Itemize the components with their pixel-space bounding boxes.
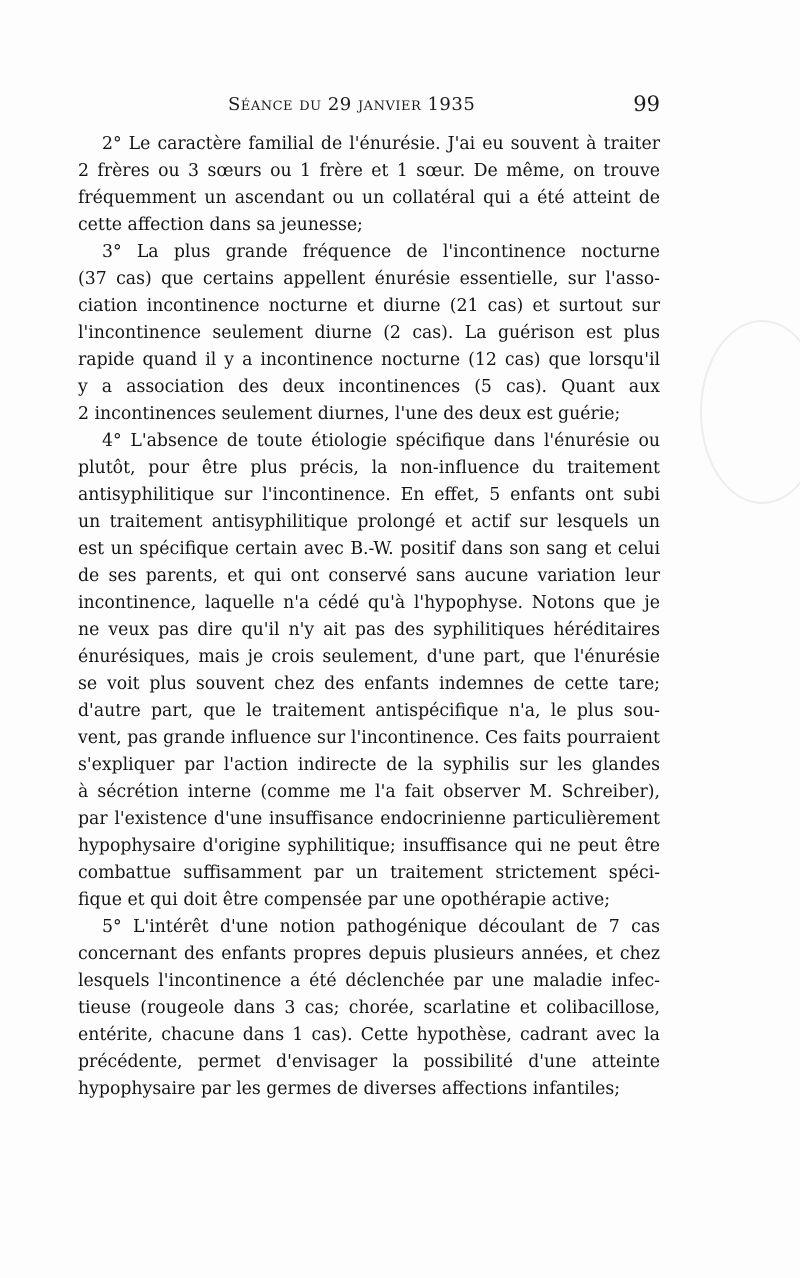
text-line: vent, pas grande influence sur l'incontinence. Ces faits pourraient [78, 728, 660, 748]
text-line: entérite, chacune dans 1 cas). Cette hypothèse, cadrant avec la [78, 1025, 660, 1045]
text-line: hypophysaire par les germes de diverses affections infantiles; [78, 1079, 621, 1099]
text-line: fique et qui doit être compensée par une opothérapie active; [78, 890, 611, 910]
text-line: lesquels l'incontinence a été déclenchée par une maladie infec- [78, 971, 660, 991]
library-stamp-faint [700, 320, 800, 504]
text-line: ciation incontinence nocturne et diurne (21 cas) et surtout sur [78, 296, 660, 316]
text-line: plutôt, pour être plus précis, la non-influence du traitement [78, 458, 660, 478]
text-line: (37 cas) que certains appellent énurésie essentielle, sur l'asso- [78, 269, 660, 289]
text-line: y a association des deux incontinences (5 cas). Quant aux [78, 377, 660, 397]
text-line: combattue suffisamment par un traitement strictement spéci- [78, 863, 660, 883]
text-line: 2 incontinences seulement diurnes, l'une des deux est guérie; [78, 404, 621, 424]
text-line: incontinence, laquelle n'a cédé qu'à l'hypophyse. Notons que je [78, 593, 660, 613]
text-line: 2 frères ou 3 sœurs ou 1 frère et 1 sœur. De même, on trouve [78, 161, 660, 181]
paragraph-4 [78, 428, 660, 914]
text-line: l'incontinence seulement diurne (2 cas). La guérison est plus [78, 323, 660, 343]
text-line: 5° L'intérêt d'une notion pathogénique découlant de 7 cas [102, 917, 660, 937]
text-line: 3° La plus grande fréquence de l'incontinence nocturne [102, 242, 660, 262]
text-line: concernant des enfants propres depuis plusieurs années, et chez [78, 944, 660, 964]
page-number: 99 [633, 92, 660, 116]
text-line: par l'existence d'une insuffisance endocrinienne particulièrement [78, 809, 660, 829]
running-title: Séance du 29 janvier 1935 [228, 94, 476, 115]
text-line: précédente, permet d'envisager la possibilité d'une atteinte [78, 1052, 660, 1072]
text-line: un traitement antisyphilitique prolongé et actif sur lesquels un [78, 512, 660, 532]
text-line: à sécrétion interne (comme me l'a fait observer M. Schreiber), [78, 782, 660, 802]
text-line: rapide quand il y a incontinence nocturne (12 cas) que lorsqu'il [78, 350, 660, 370]
text-line: fréquemment un ascendant ou un collatéral qui a été atteint de [78, 188, 660, 208]
text-line: d'autre part, que le traitement antispécifique n'a, le plus sou- [78, 701, 660, 721]
text-line: s'expliquer par l'action indirecte de la syphilis sur les glandes [78, 755, 660, 775]
text-line: tieuse (rougeole dans 3 cas; chorée, scarlatine et colibacillose, [78, 998, 660, 1018]
text-line: se voit plus souvent chez des enfants indemnes de cette tare; [78, 674, 660, 694]
body-text [78, 131, 660, 1103]
running-header [78, 92, 660, 122]
text-line: 4° L'absence de toute étiologie spécifique dans l'énurésie ou [102, 431, 660, 451]
text-line: cette affection dans sa jeunesse; [78, 215, 363, 235]
text-line: 2° Le caractère familial de l'énurésie. J'ai eu souvent à traiter [102, 134, 660, 154]
paragraph-2 [78, 131, 660, 239]
text-line: hypophysaire d'origine syphilitique; insuffisance qui ne peut être [78, 836, 660, 856]
text-line: de ses parents, et qui ont conservé sans aucune variation leur [78, 566, 660, 586]
paragraph-5 [78, 914, 660, 1103]
text-line: énurésiques, mais je crois seulement, d'une part, que l'énurésie [78, 647, 660, 667]
text-line: antisyphilitique sur l'incontinence. En effet, 5 enfants ont subi [78, 485, 660, 505]
text-line: ne veux pas dire qu'il n'y ait pas des syphilitiques héréditaires [78, 620, 660, 640]
paragraph-3 [78, 239, 660, 428]
text-line: est un spécifique certain avec B.-W. positif dans son sang et celui [78, 539, 660, 559]
